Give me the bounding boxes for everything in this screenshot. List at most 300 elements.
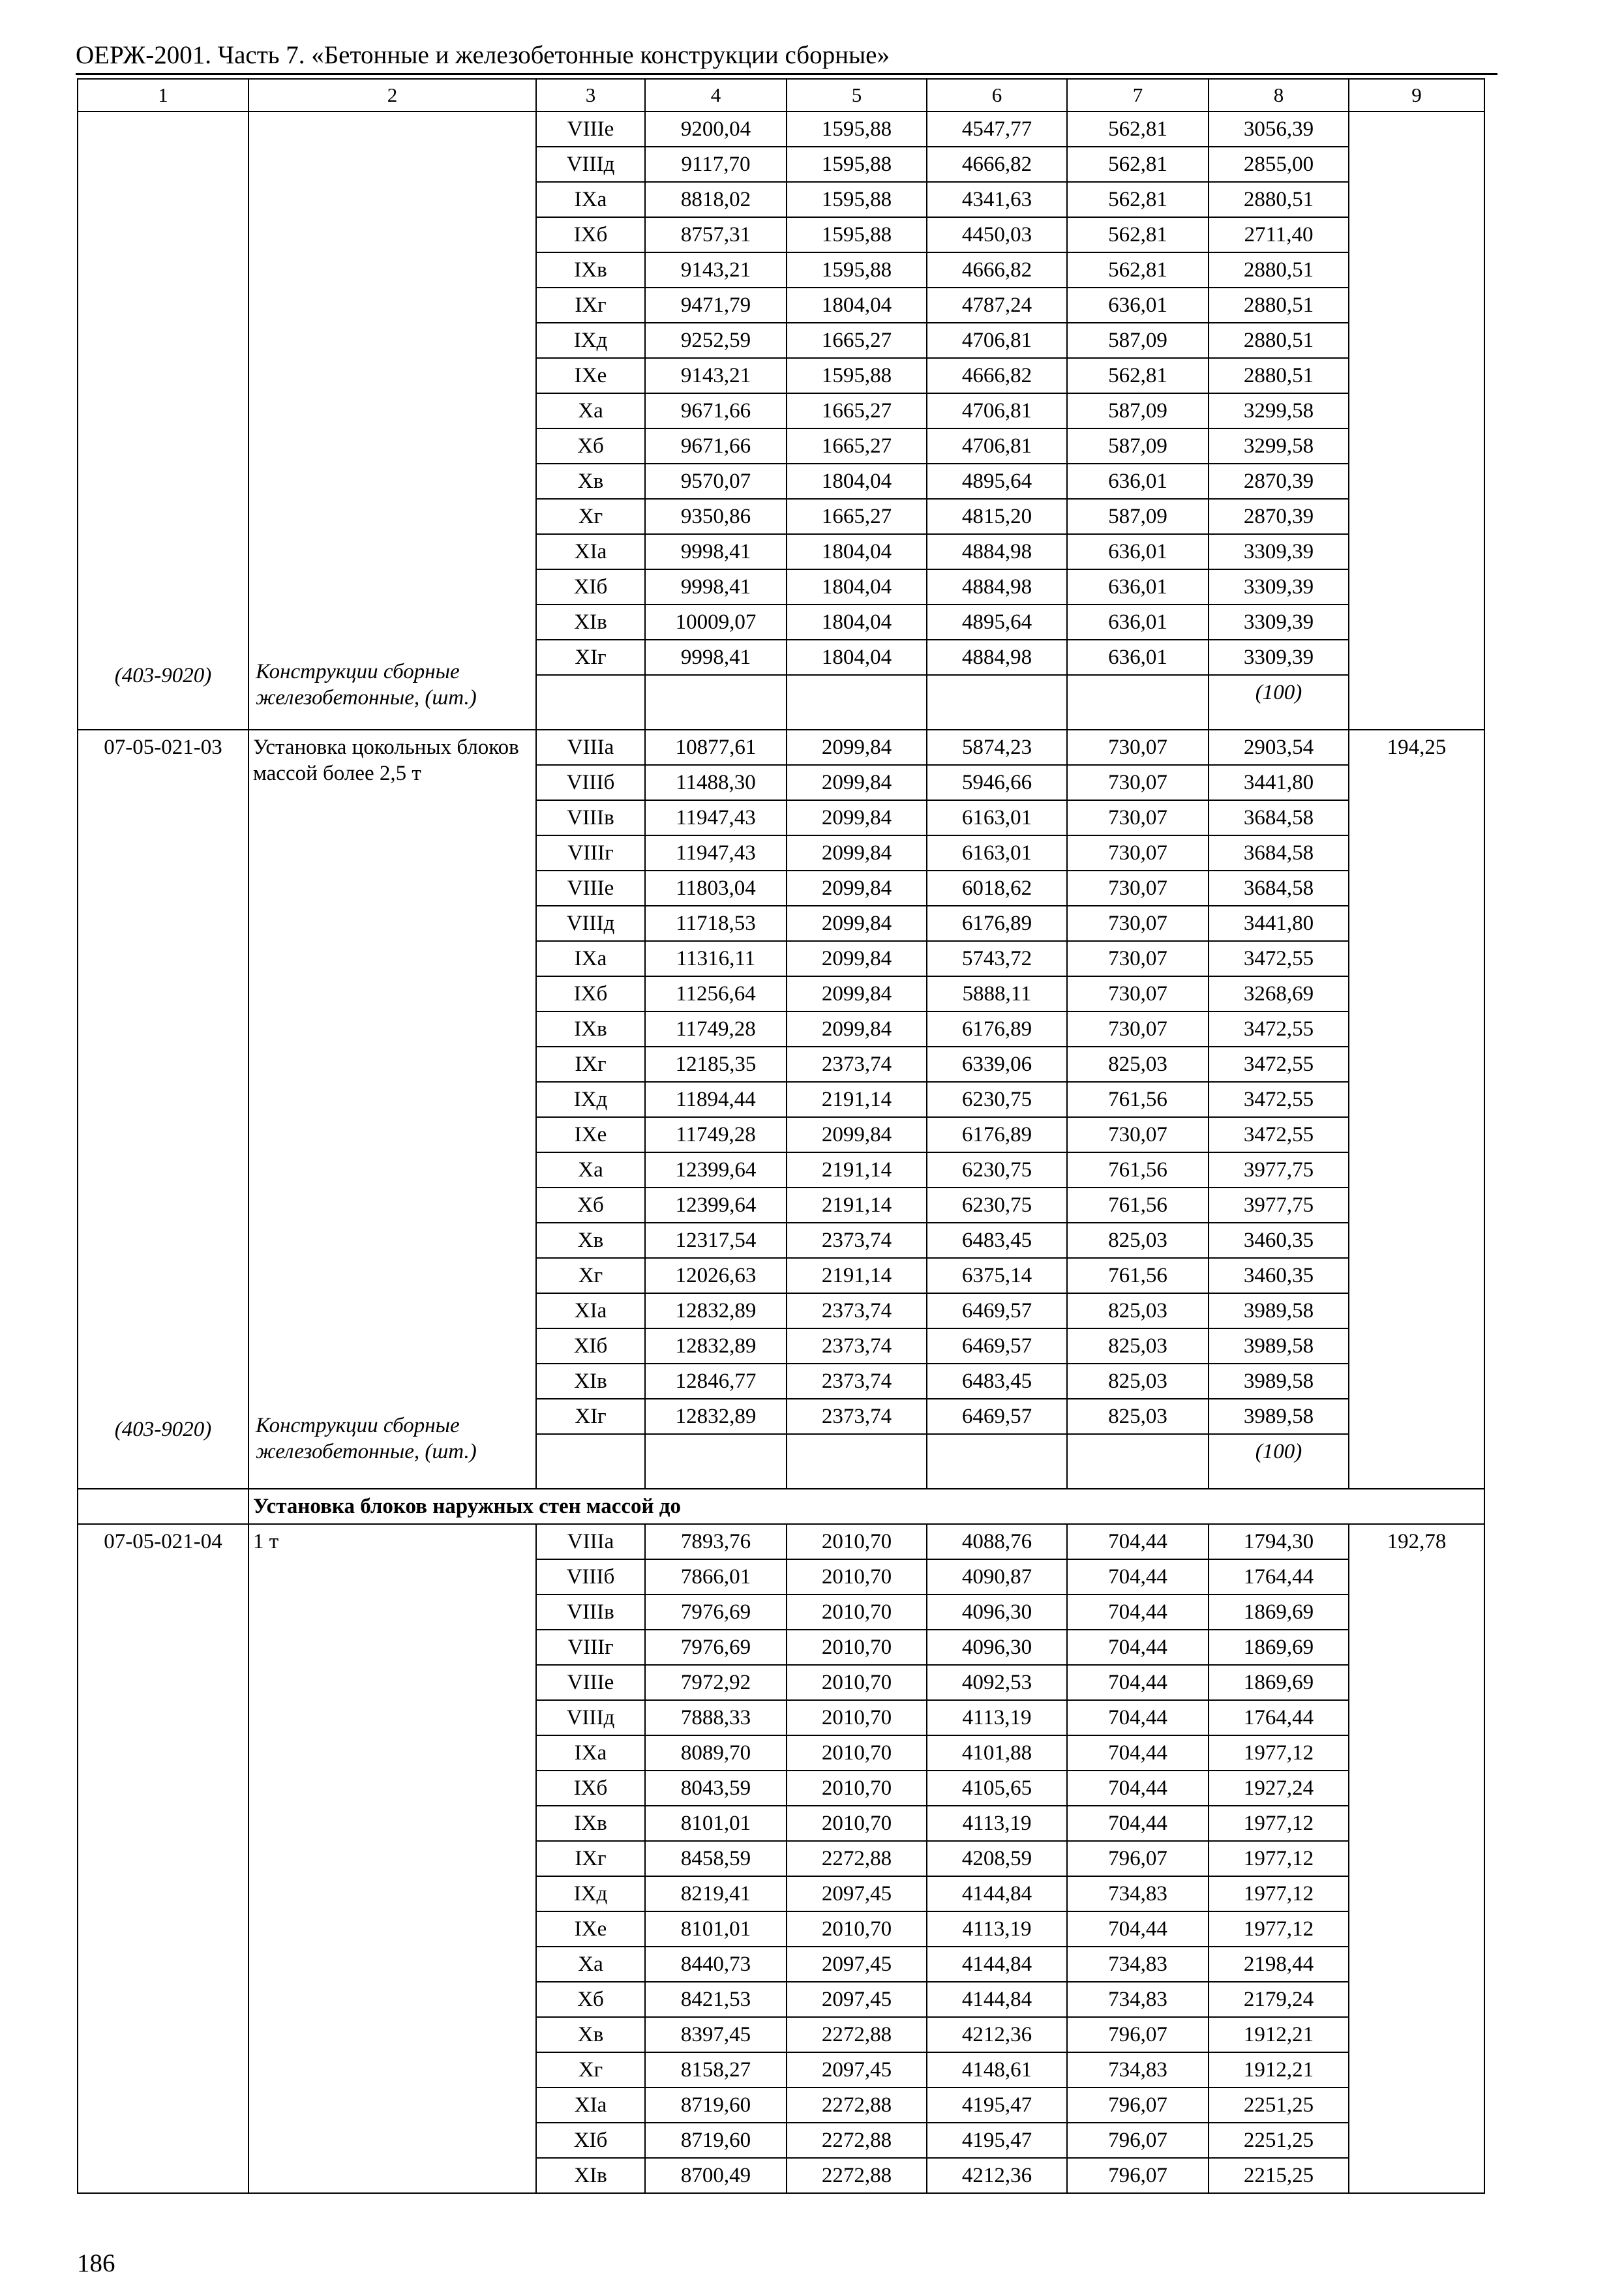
value-cell: 4101,88 — [927, 1735, 1067, 1771]
zone-cell: Xб — [536, 428, 645, 464]
norm-name-cell — [248, 112, 536, 730]
column-header: 3 — [536, 79, 645, 112]
value-cell: 704,44 — [1067, 1911, 1209, 1947]
value-cell: 825,03 — [1067, 1293, 1209, 1328]
zone-cell: IXд — [536, 323, 645, 358]
value-cell: 2099,84 — [787, 941, 927, 976]
value-cell: 11894,44 — [645, 1082, 787, 1117]
value-cell: 7893,76 — [645, 1524, 787, 1559]
value-cell: 587,09 — [1067, 323, 1209, 358]
value-cell: 2272,88 — [787, 2123, 927, 2158]
value-cell: 2855,00 — [1209, 147, 1349, 182]
column-header: 2 — [248, 79, 536, 112]
value-cell: 3684,58 — [1209, 800, 1349, 835]
value-cell: 6230,75 — [927, 1082, 1067, 1117]
value-cell: 6339,06 — [927, 1047, 1067, 1082]
value-cell: 8458,59 — [645, 1841, 787, 1876]
norm-code: 07-05-021-04 — [104, 1530, 222, 1553]
value-cell: 9998,41 — [645, 534, 787, 569]
value-cell: 2099,84 — [787, 1117, 927, 1152]
value-cell: 1595,88 — [787, 147, 927, 182]
value-cell: 2099,84 — [787, 906, 927, 941]
value-cell: 562,81 — [1067, 147, 1209, 182]
value-cell: 6375,14 — [927, 1258, 1067, 1293]
zone-cell: XIв — [536, 1364, 645, 1399]
value-cell: 2880,51 — [1209, 358, 1349, 393]
zone-cell: VIIIб — [536, 765, 645, 800]
value-cell: 5946,66 — [927, 765, 1067, 800]
value-cell: 9117,70 — [645, 147, 787, 182]
value-cell: 730,07 — [1067, 906, 1209, 941]
value-cell: 796,07 — [1067, 2158, 1209, 2193]
value-cell: 825,03 — [1067, 1399, 1209, 1434]
value-cell: 3441,80 — [1209, 765, 1349, 800]
value-cell: 704,44 — [1067, 1559, 1209, 1594]
value-cell: 4195,47 — [927, 2123, 1067, 2158]
value-cell: 2099,84 — [787, 871, 927, 906]
value-cell: 734,83 — [1067, 1876, 1209, 1911]
value-cell: 9350,86 — [645, 499, 787, 534]
value-cell: 6469,57 — [927, 1293, 1067, 1328]
value-cell: 1977,12 — [1209, 1841, 1349, 1876]
value-cell: 4706,81 — [927, 428, 1067, 464]
value-cell: 1804,04 — [787, 288, 927, 323]
table-row — [78, 112, 1484, 147]
value-cell: 6163,01 — [927, 800, 1067, 835]
value-cell: 12399,64 — [645, 1152, 787, 1188]
empty-cell — [927, 1434, 1067, 1489]
value-cell: 2251,25 — [1209, 2123, 1349, 2158]
value-cell: 796,07 — [1067, 2123, 1209, 2158]
value-cell: 4113,19 — [927, 1911, 1067, 1947]
zone-cell: VIIIг — [536, 835, 645, 871]
value-cell: 704,44 — [1067, 1630, 1209, 1665]
value-cell: 3309,39 — [1209, 640, 1349, 675]
value-cell: 704,44 — [1067, 1735, 1209, 1771]
value-cell: 8397,45 — [645, 2017, 787, 2052]
value-cell: 761,56 — [1067, 1152, 1209, 1188]
value-cell: 4113,19 — [927, 1806, 1067, 1841]
value-cell: 730,07 — [1067, 835, 1209, 871]
value-cell: 1869,69 — [1209, 1630, 1349, 1665]
value-cell: 9143,21 — [645, 358, 787, 393]
value-cell: 6176,89 — [927, 1117, 1067, 1152]
value-cell: 6176,89 — [927, 1011, 1067, 1047]
value-cell: 2870,39 — [1209, 464, 1349, 499]
column-header: 1 — [78, 79, 248, 112]
value-cell: 4195,47 — [927, 2087, 1067, 2123]
value-cell: 2373,74 — [787, 1399, 927, 1434]
value-cell: 8219,41 — [645, 1876, 787, 1911]
zone-cell: VIIIб — [536, 1559, 645, 1594]
value-cell: 2191,14 — [787, 1188, 927, 1223]
material-name: Конструкции сборные железобетонные, (шт.) — [256, 660, 477, 710]
value-cell: 2097,45 — [787, 1982, 927, 2017]
norm-code-cell — [78, 112, 248, 730]
zone-cell: IXе — [536, 358, 645, 393]
value-cell: 9671,66 — [645, 393, 787, 428]
value-cell: 2191,14 — [787, 1082, 927, 1117]
value-cell: 4144,84 — [927, 1982, 1067, 2017]
value-cell: 1869,69 — [1209, 1665, 1349, 1700]
value-cell: 2099,84 — [787, 835, 927, 871]
value-cell: 4090,87 — [927, 1559, 1067, 1594]
value-cell: 3441,80 — [1209, 906, 1349, 941]
value-cell: 2097,45 — [787, 2052, 927, 2087]
material-qty: (100) — [1209, 675, 1349, 730]
value-cell: 4895,64 — [927, 464, 1067, 499]
value-cell: 4547,77 — [927, 112, 1067, 147]
value-cell: 2880,51 — [1209, 182, 1349, 217]
value-cell: 704,44 — [1067, 1524, 1209, 1559]
value-cell: 734,83 — [1067, 1947, 1209, 1982]
empty-cell — [787, 1434, 927, 1489]
value-cell: 12026,63 — [645, 1258, 787, 1293]
value-cell: 8719,60 — [645, 2087, 787, 2123]
value-cell: 1804,04 — [787, 569, 927, 605]
value-cell: 3989,58 — [1209, 1364, 1349, 1399]
value-cell: 9570,07 — [645, 464, 787, 499]
value-cell: 4105,65 — [927, 1771, 1067, 1806]
value-cell: 704,44 — [1067, 1771, 1209, 1806]
value-cell: 10877,61 — [645, 730, 787, 765]
value-cell: 2198,44 — [1209, 1947, 1349, 1982]
value-cell: 636,01 — [1067, 569, 1209, 605]
value-cell: 11256,64 — [645, 976, 787, 1011]
value-cell: 11488,30 — [645, 765, 787, 800]
zone-cell: XIг — [536, 640, 645, 675]
value-cell: 4341,63 — [927, 182, 1067, 217]
zone-cell: IXе — [536, 1911, 645, 1947]
value-cell: 3299,58 — [1209, 428, 1349, 464]
value-cell: 12846,77 — [645, 1364, 787, 1399]
zone-cell: IXе — [536, 1117, 645, 1152]
value-cell: 4096,30 — [927, 1594, 1067, 1630]
value-cell: 2272,88 — [787, 2158, 927, 2193]
value-cell: 4706,81 — [927, 393, 1067, 428]
value-cell: 704,44 — [1067, 1594, 1209, 1630]
value-cell: 2099,84 — [787, 730, 927, 765]
value-cell: 2010,70 — [787, 1524, 927, 1559]
value-cell: 3472,55 — [1209, 1082, 1349, 1117]
value-cell: 4144,84 — [927, 1876, 1067, 1911]
column-header: 7 — [1067, 79, 1209, 112]
norm-code: 07-05-021-03 — [104, 736, 222, 759]
value-cell: 1804,04 — [787, 534, 927, 569]
value-cell: 4208,59 — [927, 1841, 1067, 1876]
value-cell: 8757,31 — [645, 217, 787, 252]
page-number: 186 — [77, 2249, 115, 2277]
zone-cell: VIIIд — [536, 1700, 645, 1735]
zone-cell: IXд — [536, 1082, 645, 1117]
value-cell: 4148,61 — [927, 2052, 1067, 2087]
value-cell: 10009,07 — [645, 605, 787, 640]
value-cell: 562,81 — [1067, 252, 1209, 288]
material-code: (403-9020) — [114, 1418, 212, 1441]
empty-cell — [78, 1489, 248, 1524]
value-cell: 6483,45 — [927, 1364, 1067, 1399]
value-cell: 8101,01 — [645, 1806, 787, 1841]
zone-cell: IXг — [536, 1841, 645, 1876]
value-cell: 12832,89 — [645, 1293, 787, 1328]
value-cell: 3977,75 — [1209, 1152, 1349, 1188]
value-cell: 4666,82 — [927, 252, 1067, 288]
value-cell: 1912,21 — [1209, 2017, 1349, 2052]
value-cell: 2010,70 — [787, 1665, 927, 1700]
material-code: (403-9020) — [114, 664, 212, 687]
value-cell: 4212,36 — [927, 2158, 1067, 2193]
labor-cell — [1349, 1524, 1484, 2193]
value-cell: 11749,28 — [645, 1011, 787, 1047]
value-cell: 1665,27 — [787, 428, 927, 464]
value-cell: 6018,62 — [927, 871, 1067, 906]
value-cell: 2215,25 — [1209, 2158, 1349, 2193]
zone-cell: XIб — [536, 569, 645, 605]
value-cell: 730,07 — [1067, 1011, 1209, 1047]
value-cell: 8101,01 — [645, 1911, 787, 1947]
empty-cell — [787, 675, 927, 730]
value-cell: 1764,44 — [1209, 1559, 1349, 1594]
value-cell: 4088,76 — [927, 1524, 1067, 1559]
value-cell: 1977,12 — [1209, 1735, 1349, 1771]
value-cell: 4092,53 — [927, 1665, 1067, 1700]
value-cell: 3989,58 — [1209, 1293, 1349, 1328]
value-cell: 8440,73 — [645, 1947, 787, 1982]
value-cell: 2880,51 — [1209, 252, 1349, 288]
value-cell: 636,01 — [1067, 534, 1209, 569]
norm-name: 1 т — [253, 1530, 279, 1553]
labor-value: 194,25 — [1387, 736, 1447, 759]
value-cell: 3977,75 — [1209, 1188, 1349, 1223]
value-cell: 3989,58 — [1209, 1328, 1349, 1364]
value-cell: 2010,70 — [787, 1806, 927, 1841]
zone-cell: Xа — [536, 393, 645, 428]
norm-code-cell — [78, 1524, 248, 2193]
value-cell: 12185,35 — [645, 1047, 787, 1082]
zone-cell: Xг — [536, 1258, 645, 1293]
value-cell: 1977,12 — [1209, 1911, 1349, 1947]
zone-cell: Xв — [536, 464, 645, 499]
zone-cell: Xг — [536, 499, 645, 534]
zone-cell: VIIIд — [536, 906, 645, 941]
value-cell: 3299,58 — [1209, 393, 1349, 428]
value-cell: 3460,35 — [1209, 1258, 1349, 1293]
zone-cell: IXв — [536, 1011, 645, 1047]
zone-cell: XIа — [536, 1293, 645, 1328]
value-cell: 761,56 — [1067, 1258, 1209, 1293]
value-cell: 4815,20 — [927, 499, 1067, 534]
value-cell: 8089,70 — [645, 1735, 787, 1771]
value-cell: 796,07 — [1067, 2017, 1209, 2052]
value-cell: 7888,33 — [645, 1700, 787, 1735]
value-cell: 825,03 — [1067, 1047, 1209, 1082]
value-cell: 1595,88 — [787, 358, 927, 393]
value-cell: 825,03 — [1067, 1223, 1209, 1258]
value-cell: 3309,39 — [1209, 534, 1349, 569]
value-cell: 730,07 — [1067, 800, 1209, 835]
value-cell: 12832,89 — [645, 1399, 787, 1434]
value-cell: 2373,74 — [787, 1364, 927, 1399]
value-cell: 636,01 — [1067, 288, 1209, 323]
value-cell: 4666,82 — [927, 358, 1067, 393]
value-cell: 3460,35 — [1209, 1223, 1349, 1258]
value-cell: 3472,55 — [1209, 1011, 1349, 1047]
value-cell: 1764,44 — [1209, 1700, 1349, 1735]
value-cell: 3472,55 — [1209, 941, 1349, 976]
value-cell: 12832,89 — [645, 1328, 787, 1364]
value-cell: 587,09 — [1067, 428, 1209, 464]
column-header: 8 — [1209, 79, 1349, 112]
value-cell: 2010,70 — [787, 1559, 927, 1594]
value-cell: 2373,74 — [787, 1047, 927, 1082]
group-title-row — [78, 1489, 1484, 1524]
zone-cell: IXг — [536, 288, 645, 323]
value-cell: 3684,58 — [1209, 835, 1349, 871]
value-cell: 2010,70 — [787, 1911, 927, 1947]
zone-cell: VIIIв — [536, 1594, 645, 1630]
value-cell: 730,07 — [1067, 730, 1209, 765]
zone-cell: VIIIе — [536, 1665, 645, 1700]
value-cell: 4144,84 — [927, 1947, 1067, 1982]
value-cell: 4787,24 — [927, 288, 1067, 323]
zone-cell: VIIIв — [536, 800, 645, 835]
value-cell: 2880,51 — [1209, 323, 1349, 358]
value-cell: 2097,45 — [787, 1947, 927, 1982]
value-cell: 636,01 — [1067, 640, 1209, 675]
empty-cell — [927, 675, 1067, 730]
value-cell: 636,01 — [1067, 464, 1209, 499]
value-cell: 8818,02 — [645, 182, 787, 217]
value-cell: 734,83 — [1067, 1982, 1209, 2017]
zone-cell: IXв — [536, 252, 645, 288]
labor-value: 192,78 — [1387, 1530, 1447, 1553]
value-cell: 4096,30 — [927, 1630, 1067, 1665]
column-header-row — [78, 79, 1484, 112]
value-cell: 796,07 — [1067, 2087, 1209, 2123]
value-cell: 562,81 — [1067, 182, 1209, 217]
value-cell: 8158,27 — [645, 2052, 787, 2087]
value-cell: 587,09 — [1067, 393, 1209, 428]
value-cell: 5743,72 — [927, 941, 1067, 976]
value-cell: 1595,88 — [787, 217, 927, 252]
value-cell: 11947,43 — [645, 835, 787, 871]
empty-cell — [645, 675, 787, 730]
value-cell: 11947,43 — [645, 800, 787, 835]
value-cell: 636,01 — [1067, 605, 1209, 640]
empty-cell — [1067, 675, 1209, 730]
zone-cell: XIа — [536, 534, 645, 569]
zone-cell: IXб — [536, 976, 645, 1011]
value-cell: 9998,41 — [645, 640, 787, 675]
value-cell: 5874,23 — [927, 730, 1067, 765]
value-cell: 730,07 — [1067, 976, 1209, 1011]
value-cell: 2099,84 — [787, 800, 927, 835]
value-cell: 4884,98 — [927, 640, 1067, 675]
value-cell: 11316,11 — [645, 941, 787, 976]
value-cell: 2010,70 — [787, 1771, 927, 1806]
value-cell: 2251,25 — [1209, 2087, 1349, 2123]
zone-cell: XIв — [536, 605, 645, 640]
value-cell: 12317,54 — [645, 1223, 787, 1258]
value-cell: 562,81 — [1067, 217, 1209, 252]
zone-cell: XIв — [536, 2158, 645, 2193]
value-cell: 1977,12 — [1209, 1806, 1349, 1841]
value-cell: 730,07 — [1067, 941, 1209, 976]
value-cell: 3989,58 — [1209, 1399, 1349, 1434]
zone-cell: XIб — [536, 2123, 645, 2158]
value-cell: 1804,04 — [787, 605, 927, 640]
value-cell: 5888,11 — [927, 976, 1067, 1011]
zone-cell: IXа — [536, 1735, 645, 1771]
value-cell: 761,56 — [1067, 1188, 1209, 1223]
zone-cell: Xа — [536, 1152, 645, 1188]
zone-cell: IXг — [536, 1047, 645, 1082]
value-cell: 8700,49 — [645, 2158, 787, 2193]
empty-cell — [536, 1434, 645, 1489]
value-cell: 6469,57 — [927, 1399, 1067, 1434]
value-cell: 7866,01 — [645, 1559, 787, 1594]
zone-cell: Xг — [536, 2052, 645, 2087]
value-cell: 3309,39 — [1209, 569, 1349, 605]
value-cell: 4884,98 — [927, 569, 1067, 605]
value-cell: 1665,27 — [787, 323, 927, 358]
value-cell: 2010,70 — [787, 1630, 927, 1665]
value-cell: 2272,88 — [787, 2087, 927, 2123]
value-cell: 3268,69 — [1209, 976, 1349, 1011]
zone-cell: IXа — [536, 182, 645, 217]
zone-cell: IXа — [536, 941, 645, 976]
zone-cell: VIIIа — [536, 1524, 645, 1559]
column-header: 9 — [1349, 79, 1484, 112]
value-cell: 2711,40 — [1209, 217, 1349, 252]
material-qty: (100) — [1209, 1434, 1349, 1489]
zone-cell: Xа — [536, 1947, 645, 1982]
empty-cell — [536, 675, 645, 730]
value-cell: 6230,75 — [927, 1188, 1067, 1223]
value-cell: 2010,70 — [787, 1735, 927, 1771]
zone-cell: Xб — [536, 1188, 645, 1223]
value-cell: 4113,19 — [927, 1700, 1067, 1735]
norm-name-cell — [248, 730, 536, 1489]
table-row — [78, 1524, 1484, 1559]
value-cell: 6230,75 — [927, 1152, 1067, 1188]
column-header: 5 — [787, 79, 927, 112]
value-cell: 704,44 — [1067, 1665, 1209, 1700]
value-cell: 2272,88 — [787, 1841, 927, 1876]
zone-cell: VIIIд — [536, 147, 645, 182]
value-cell: 2880,51 — [1209, 288, 1349, 323]
zone-cell: XIа — [536, 2087, 645, 2123]
value-cell: 734,83 — [1067, 2052, 1209, 2087]
value-cell: 1794,30 — [1209, 1524, 1349, 1559]
value-cell: 11718,53 — [645, 906, 787, 941]
zone-cell: Xб — [536, 1982, 645, 2017]
value-cell: 9671,66 — [645, 428, 787, 464]
value-cell: 8043,59 — [645, 1771, 787, 1806]
value-cell: 2191,14 — [787, 1152, 927, 1188]
value-cell: 1977,12 — [1209, 1876, 1349, 1911]
value-cell: 1665,27 — [787, 499, 927, 534]
value-cell: 9143,21 — [645, 252, 787, 288]
value-cell: 1665,27 — [787, 393, 927, 428]
zone-cell: XIг — [536, 1399, 645, 1434]
value-cell: 3472,55 — [1209, 1117, 1349, 1152]
labor-cell — [1349, 112, 1484, 730]
value-cell: 730,07 — [1067, 871, 1209, 906]
column-header: 4 — [645, 79, 787, 112]
value-cell: 730,07 — [1067, 1117, 1209, 1152]
value-cell: 8421,53 — [645, 1982, 787, 2017]
